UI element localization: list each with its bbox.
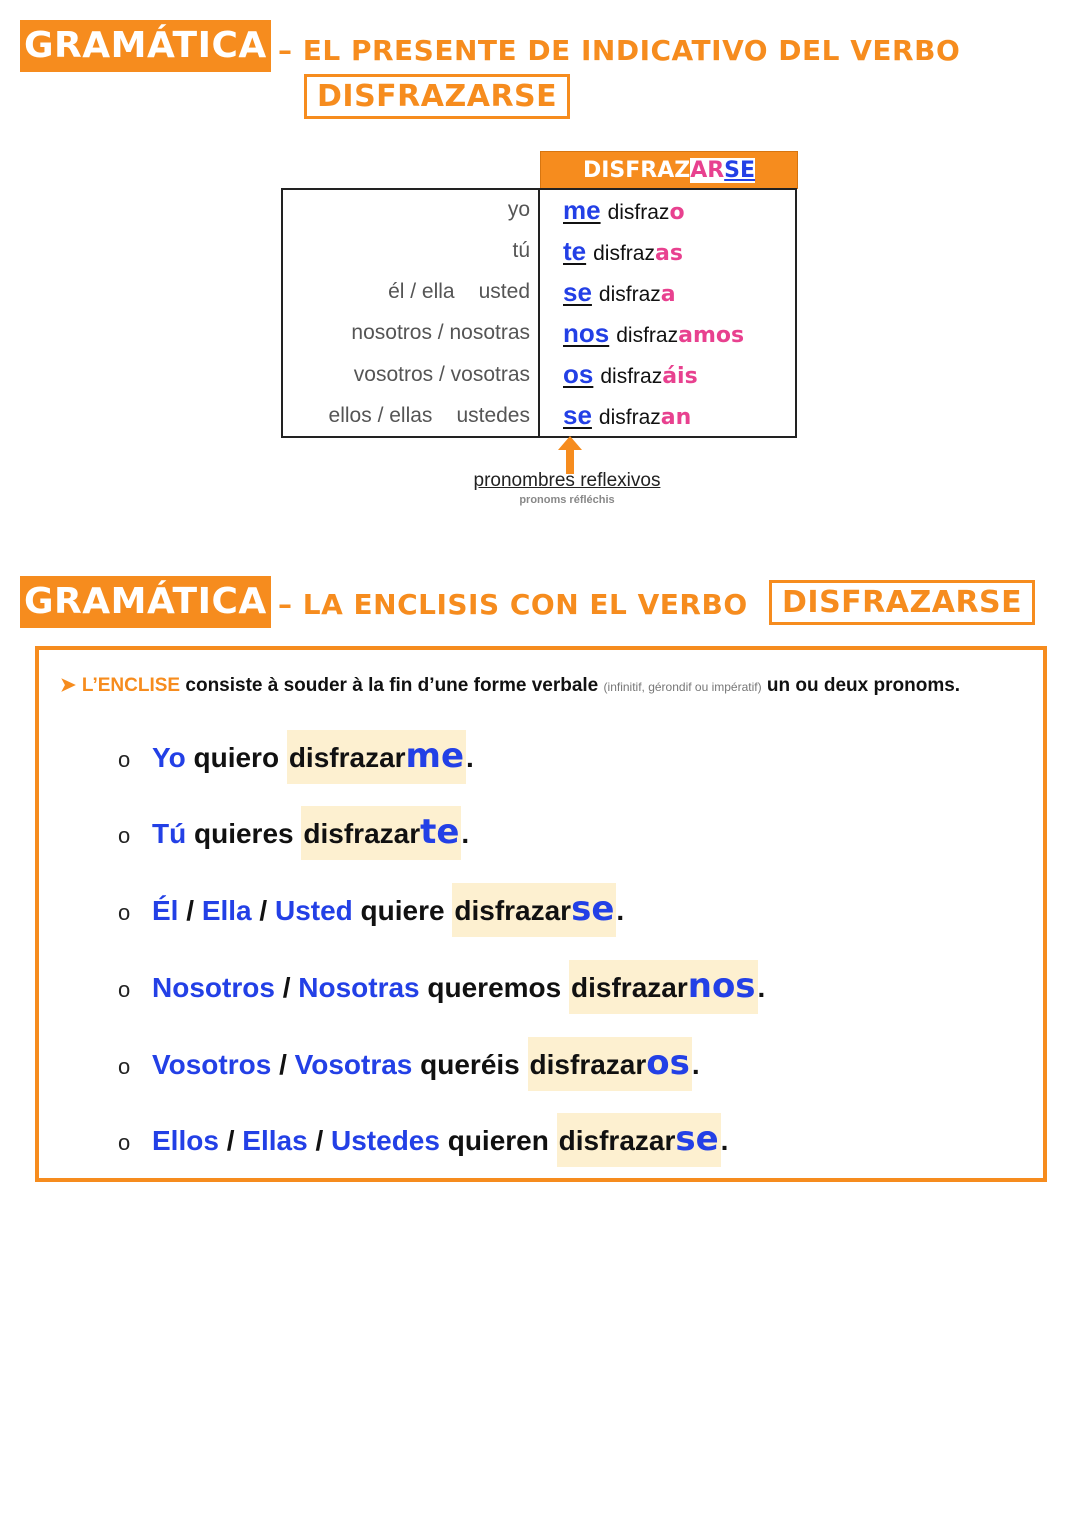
example-row: o Yo quiero disfrazarme. — [118, 730, 474, 782]
section2-verb-box: DISFRAZARSE — [769, 580, 1035, 625]
conjugation-cell: nos disfrazamos — [563, 318, 745, 348]
table-header — [540, 151, 798, 189]
pronoun-cell: nosotros / nosotras — [351, 321, 530, 344]
pronoun-cell: él / ella usted — [388, 280, 530, 303]
reflexive-pronouns-note: pronombres reflexivos — [473, 470, 661, 491]
conjugation-cell: se disfraza — [563, 277, 676, 307]
example-row: o Vosotros / Vosotras queréis disfrazaros. — [118, 1037, 700, 1089]
section1-title: – EL PRESENTE DE INDICATIVO DEL VERBO — [278, 34, 961, 67]
section2-title: – LA ENCLISIS CON EL VERBO — [278, 588, 748, 621]
pronoun-cell: vosotros / vosotras — [353, 363, 530, 386]
triangle-bullet-icon: ➤ — [60, 675, 76, 696]
header-ar: AR — [690, 158, 725, 183]
conjugation-cell: me disfrazo — [563, 195, 685, 225]
conjugation-cell: te disfrazas — [563, 236, 683, 266]
example-row: o Él / Ella / Usted quiere disfrazarse. — [118, 883, 624, 935]
header-se: SE — [724, 158, 756, 183]
pronoun-cell: ellos / ellas ustedes — [328, 404, 530, 427]
conjugation-cell: se disfrazan — [563, 400, 692, 430]
pronoun-cell: tú — [512, 239, 530, 262]
reflexive-pronouns-subnote: pronoms réfléchis — [519, 494, 615, 506]
section2-label: GRAMÁTICA — [20, 576, 271, 628]
section1-label: GRAMÁTICA — [20, 20, 271, 72]
section1-verb-box: DISFRAZARSE — [304, 74, 570, 119]
example-row: o Nosotros / Nosotras queremos disfrazarnos. — [118, 960, 765, 1012]
example-row: o Ellos / Ellas / Ustedes quieren disfrazarse. — [118, 1113, 728, 1165]
header-stem: DISFRAZ — [582, 158, 691, 183]
table-divider — [538, 188, 540, 438]
example-row: o Tú quieres disfrazarte. — [118, 806, 469, 858]
conjugation-cell: os disfrazáis — [563, 359, 698, 389]
enclisis-rule: ➤ L’ENCLISE consiste à souder à la fin d’une forme verbale (infinitif, gérondif ou impératif) un ou deux pronoms. — [60, 675, 961, 696]
arrow-up-icon — [558, 436, 582, 474]
pronoun-cell: yo — [507, 198, 530, 221]
